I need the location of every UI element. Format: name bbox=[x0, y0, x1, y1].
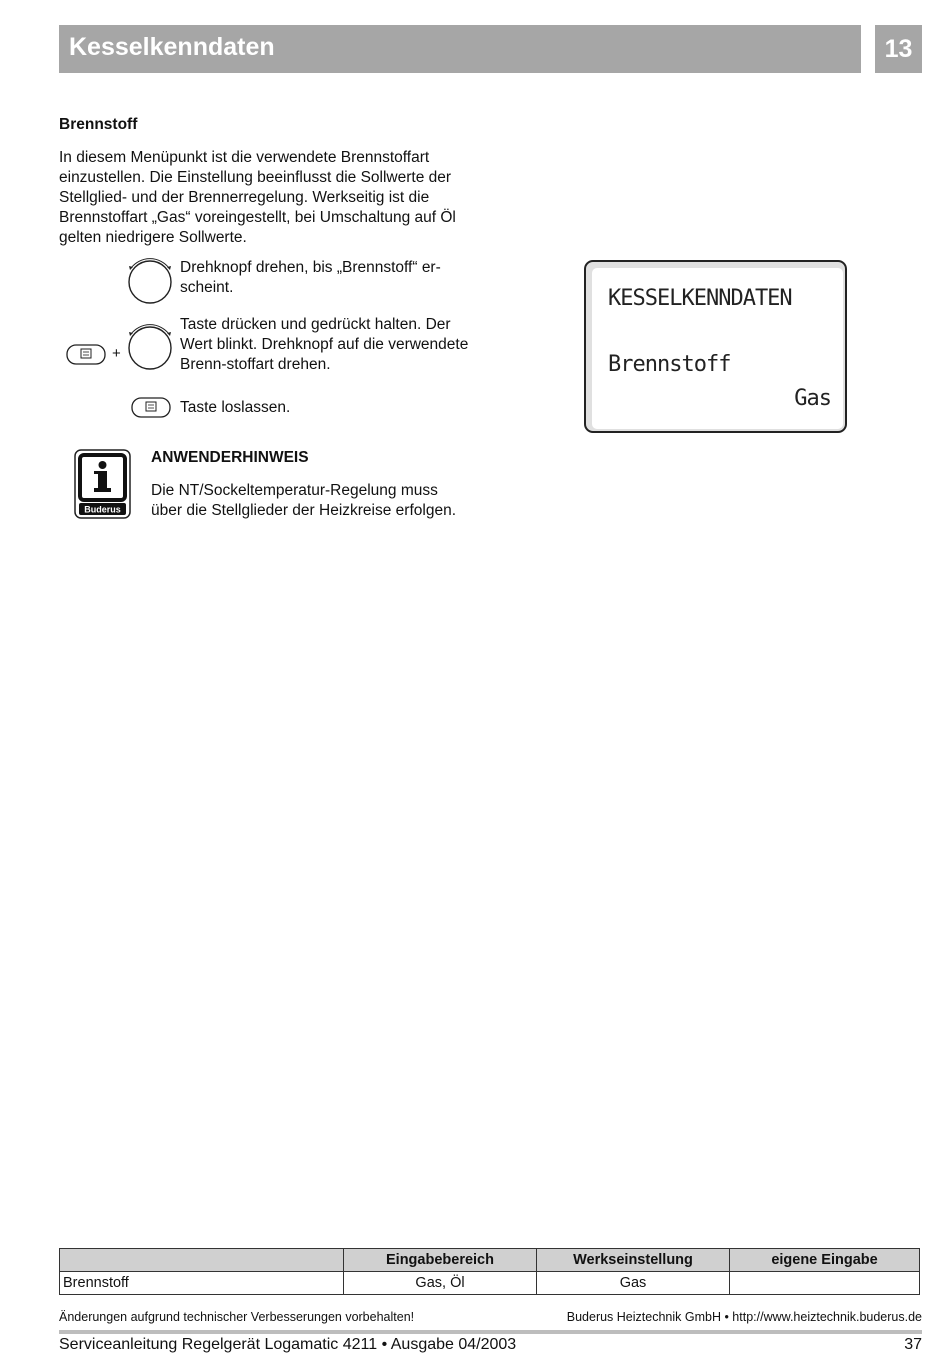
table-header-cell: Werkseinstellung bbox=[537, 1249, 730, 1272]
button-icon bbox=[66, 344, 108, 366]
table-header-cell bbox=[60, 1249, 344, 1272]
buderus-logo-text: Buderus bbox=[84, 504, 121, 515]
hint-text: Die NT/Sockeltemperatur-Regelung muss über die Stellglieder der Heizkreise erfolgen. bbox=[151, 482, 456, 519]
table-cell: Gas bbox=[537, 1272, 730, 1295]
section-heading: Brennstoff bbox=[59, 116, 138, 133]
table-cell: Gas, Öl bbox=[344, 1272, 537, 1295]
lcd-display bbox=[584, 260, 847, 433]
footer-note-right: Buderus Heiztechnik GmbH • http://www.heiztechnik.buderus.de bbox=[566, 1310, 922, 1324]
table-header-cell: Eingabebereich bbox=[344, 1249, 537, 1272]
lcd-line-3: Gas bbox=[794, 386, 831, 411]
table-cell: Brennstoff bbox=[60, 1272, 344, 1295]
rotary-knob-icon bbox=[124, 254, 176, 306]
lcd-line-1: KESSELKENNDATEN bbox=[608, 286, 792, 311]
table-header-cell: eigene Eingabe bbox=[730, 1249, 920, 1272]
step-3-text: Taste loslassen. bbox=[180, 399, 291, 416]
chapter-number: 13 bbox=[875, 25, 922, 73]
table-cell bbox=[730, 1272, 920, 1295]
step-1-text: Drehknopf drehen, bis „Brennstoff“ er-scheint. bbox=[180, 259, 441, 296]
table-header-row bbox=[60, 1249, 920, 1272]
button-icon bbox=[131, 397, 173, 419]
settings-table bbox=[59, 1248, 920, 1295]
plus-sign: + bbox=[112, 345, 121, 362]
footer-note-left: Änderungen aufgrund technischer Verbesserungen vorbehalten! bbox=[59, 1310, 415, 1324]
page-title: Kesselkenndaten bbox=[69, 33, 275, 61]
lcd-line-2: Brennstoff bbox=[608, 352, 731, 377]
step-2-text: Taste drücken und gedrückt halten. Der Wert blinkt. Drehknopf auf die verwendete Brenn-stoffart drehen. bbox=[180, 316, 469, 373]
info-icon bbox=[74, 449, 132, 519]
page-number: 37 bbox=[904, 1336, 922, 1353]
footer-divider bbox=[59, 1330, 922, 1334]
intro-paragraph: In diesem Menüpunkt ist die verwendete Brennstoffart einzustellen. Die Einstellung beeinflusst die Sollwerte der Stellglied- und der Brennerregelung. Werkseitig ist die Brennstoffart „Gas“ voreingestellt, bei Umschaltung auf Öl gelten niedrigere Sollwerte. bbox=[59, 149, 456, 246]
footer-doc-title: Serviceanleitung Regelgerät Logamatic 4211 • Ausgabe 04/2003 bbox=[59, 1336, 517, 1353]
hint-title: ANWENDERHINWEIS bbox=[151, 449, 309, 466]
header-bar bbox=[59, 25, 861, 73]
rotary-knob-icon bbox=[124, 320, 176, 372]
table-row bbox=[60, 1272, 920, 1295]
